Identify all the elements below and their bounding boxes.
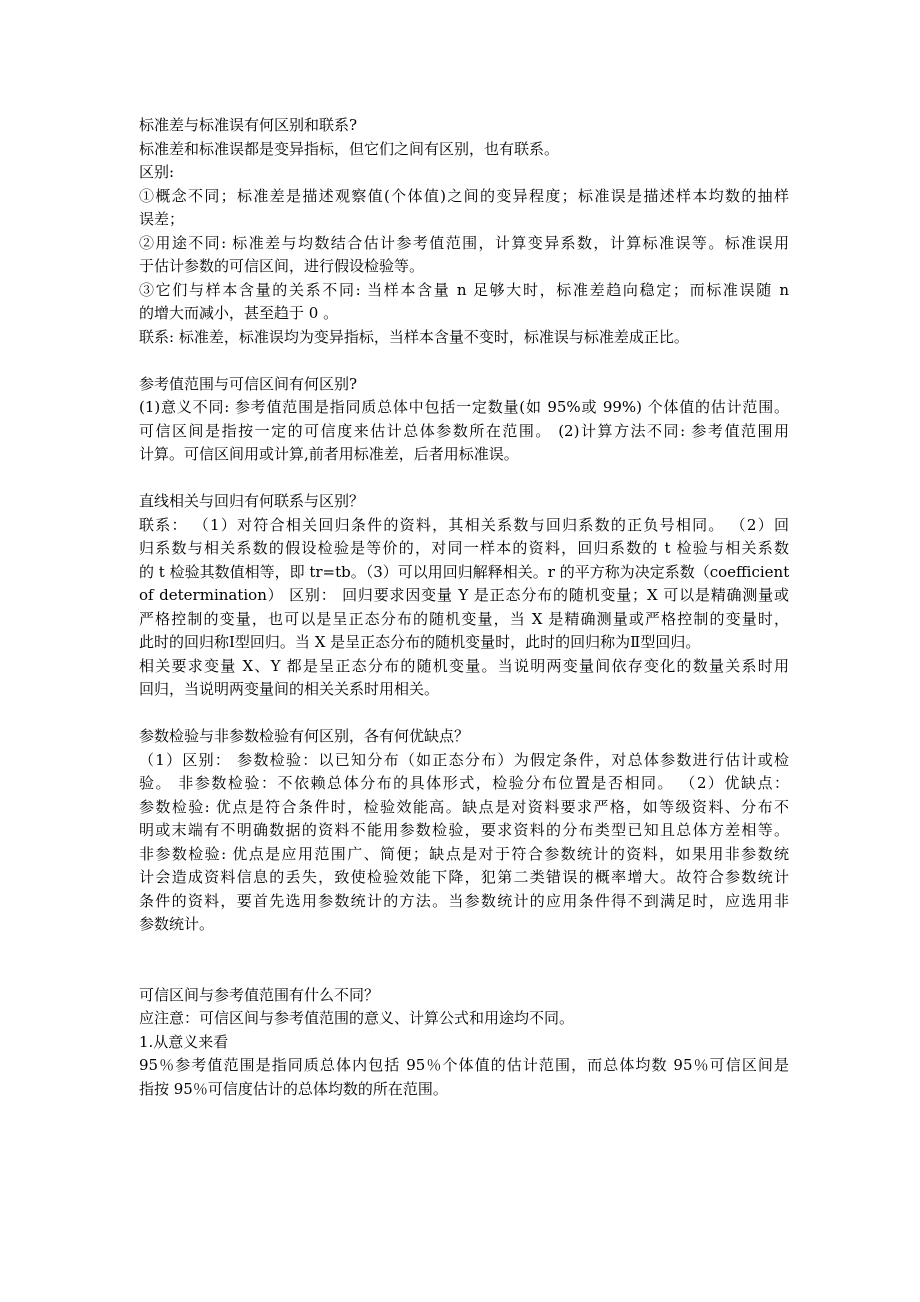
blank-line xyxy=(139,349,789,373)
paragraph-line: 1.从意义来看 xyxy=(139,1032,229,1051)
paragraph-line: 可信区间是指按一定的可信度来估计总体参数所在范围。 (2)计算方法不同: 参考值范围用 xyxy=(139,421,789,440)
paragraph-line: 联系: 标准差，标准误均为变异指标，当样本含量不变时，标准误与标准差成正比。 xyxy=(139,327,689,346)
paragraph-line: (1)意义不同: 参考值范围是指同质总体中包括一定数量(如 95%或 99%) 个体值的估计范围。 xyxy=(139,398,789,416)
paragraph-line: 的 t 检验其数值相等，即 tr=tb。（3）可以用回归解释相关。r 的平方称为决定系数（coefficient xyxy=(139,562,789,581)
paragraph-line: 指按 95％可信度估计的总体均数的所在范围。 xyxy=(139,1079,448,1098)
paragraph-line: 明或末端有不明确数据的资料不能用参数检验，要求资料的分布类型已知且总体方差相等。 xyxy=(139,821,789,839)
paragraph-line: ①概念不同；标准差是描述观察值(个体值)之间的变异程度；标准误是描述样本均数的抽样 xyxy=(139,186,789,205)
paragraph-line: 相关要求变量 X、Y 都是呈正态分布的随机变量。当说明两变量间依存变化的数量关系时用 xyxy=(139,656,789,675)
paragraph-line: 严格控制的变量，也可以是呈正态分布的随机变量，当 X 是精确测量或严格控制的变量时， xyxy=(139,609,789,628)
paragraph-line: 参数检验: 优点是符合条件时，检验效能高。缺点是对资料要求严格，如等级资料、分布不 xyxy=(139,797,789,816)
paragraph-line: of determination） 区别： 回归要求因变量 Y 是正态分布的随机变量；X 可以是精确测量或 xyxy=(139,586,789,604)
paragraph-line: ③它们与样本含量的关系不同: 当样本含量 n 足够大时，标准差趋向稳定；而标准误随 n xyxy=(139,280,789,299)
paragraph-line: 回归，当说明两变量间的相关关系时用相关。 xyxy=(139,680,440,698)
paragraph-line: 归系数与相关系数的假设检验是等价的，对同一样本的资料，回归系数的 t 检验与相关系数 xyxy=(139,539,789,557)
section-title: 直线相关与回归有何联系与区别？ xyxy=(139,492,365,510)
paragraph-line: 区别: xyxy=(139,163,175,181)
blank-line xyxy=(139,702,789,726)
section-title: 可信区间与参考值范围有什么不同？ xyxy=(139,985,380,1004)
paragraph-line: 非参数检验: 优点是应用范围广、简便；缺点是对于符合参数统计的资料，如果用非参数统 xyxy=(139,844,789,863)
paragraph-line: 95％参考值范围是指同质总体内包括 95％个体值的估计范围，而总体均数 95％可信区间是 xyxy=(139,1056,789,1074)
paragraph-line: 条件的资料，要首先选用参数统计的方法。当参数统计的应用条件得不到满足时，应选用非 xyxy=(139,891,789,910)
paragraph-line: 标准差和标准误都是变异指标，但它们之间有区别，也有联系。 xyxy=(139,139,560,158)
section-title: 参数检验与非参数检验有何区别，各有何优缺点？ xyxy=(139,727,470,745)
paragraph-line: 的增大而减小，甚至趋于 0 。 xyxy=(139,304,339,322)
blank-line xyxy=(139,937,789,984)
section-title: 参考值范围与可信区间有何区别? xyxy=(139,374,358,393)
paragraph-line: 计算。可信区间用或计算,前者用标准差，后者用标准误。 xyxy=(139,445,519,463)
section-title: 标准差与标准误有何区别和联系? xyxy=(139,116,358,134)
document-page xyxy=(139,114,789,1101)
paragraph-line: 验。 非参数检验：不依赖总体分布的具体形式，检验分布位置是否相同。 （2）优缺点： xyxy=(139,774,789,792)
paragraph-line: 应注意：可信区间与参考值范围的意义、计算公式和用途均不同。 xyxy=(139,1009,575,1027)
paragraph-line: 联系： （1）对符合相关回归条件的资料，其相关系数与回归系数的正负号相同。 （2）回 xyxy=(139,515,789,534)
paragraph-line: （1）区别： 参数检验：以已知分布（如正态分布）为假定条件，对总体参数进行估计或检 xyxy=(139,750,789,769)
paragraph-line: 计会造成资料信息的丢失，致使检验效能下降，犯第二类错误的概率增大。故符合参数统计 xyxy=(139,868,789,886)
blank-line xyxy=(139,467,789,491)
paragraph-line: 误差； xyxy=(139,210,185,228)
paragraph-line: 参数统计。 xyxy=(139,915,215,933)
paragraph-line: 此时的回归称Ⅰ型回归。当 X 是呈正态分布的随机变量时，此时的回归称为Ⅱ型回归。 xyxy=(139,633,701,651)
paragraph-line: 于估计参数的可信区间，进行假设检验等。 xyxy=(139,257,425,275)
paragraph-line: ②用途不同: 标准差与均数结合估计参考值范围，计算变异系数，计算标准误等。标准误用 xyxy=(139,233,789,252)
